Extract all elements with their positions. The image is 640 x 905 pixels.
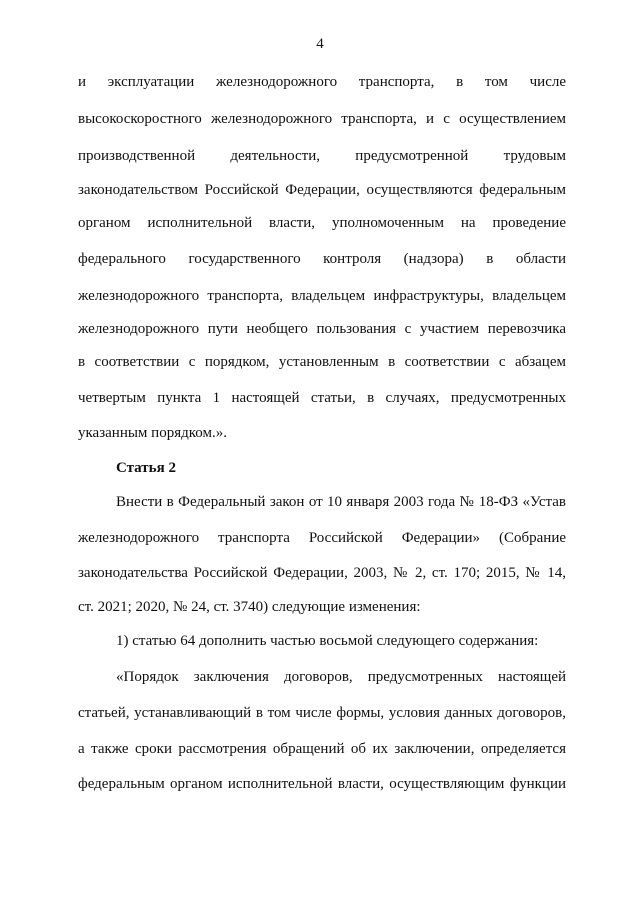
text-line: производственной деятельности, предусмотренной трудовым — [78, 148, 566, 164]
text-line: ст. 2021; 2020, № 24, ст. 3740) следующие изменения: — [78, 599, 421, 615]
text-line: четвертым пункта 1 настоящей статьи, в случаях, предусмотренных — [78, 390, 566, 406]
text-line: а также сроки рассмотрения обращений об их заключении, определяется — [78, 741, 566, 757]
text-line: 1) статью 64 дополнить частью восьмой следующего содержания: — [116, 633, 539, 649]
text-line: статьей, устанавливающий в том числе формы, условия данных договоров, — [78, 705, 566, 721]
text-line: указанным порядком.». — [78, 425, 227, 441]
text-line: высокоскоростного железнодорожного транспорта, и с осуществлением — [78, 111, 566, 127]
text-line: законодательством Российской Федерации, осуществляются федеральным — [78, 182, 566, 198]
text-line: железнодорожного пути необщего пользования с участием перевозчика — [78, 321, 566, 337]
text-line: органом исполнительной власти, уполномоченным на проведение — [78, 215, 566, 231]
text-line: и эксплуатации железнодорожного транспорта, в том числе — [78, 74, 566, 90]
text-line: законодательства Российской Федерации, 2003, № 2, ст. 170; 2015, № 14, — [78, 565, 566, 581]
page-number: 4 — [316, 36, 324, 52]
text-line: в соответствии с порядком, установленным в соответствии с абзацем — [78, 354, 566, 370]
text-line: «Порядок заключения договоров, предусмотренных настоящей — [116, 669, 566, 685]
text-line: федерального государственного контроля (надзора) в области — [78, 251, 566, 267]
article-heading: Статья 2 — [116, 460, 176, 476]
text-line: железнодорожного транспорта, владельцем инфраструктуры, владельцем — [78, 288, 566, 304]
text-line: Внести в Федеральный закон от 10 января 2003 года № 18-ФЗ «Устав — [116, 494, 566, 510]
text-line: железнодорожного транспорта Российской Федерации» (Собрание — [78, 530, 566, 546]
text-line: федеральным органом исполнительной власти, осуществляющим функции — [78, 776, 566, 792]
